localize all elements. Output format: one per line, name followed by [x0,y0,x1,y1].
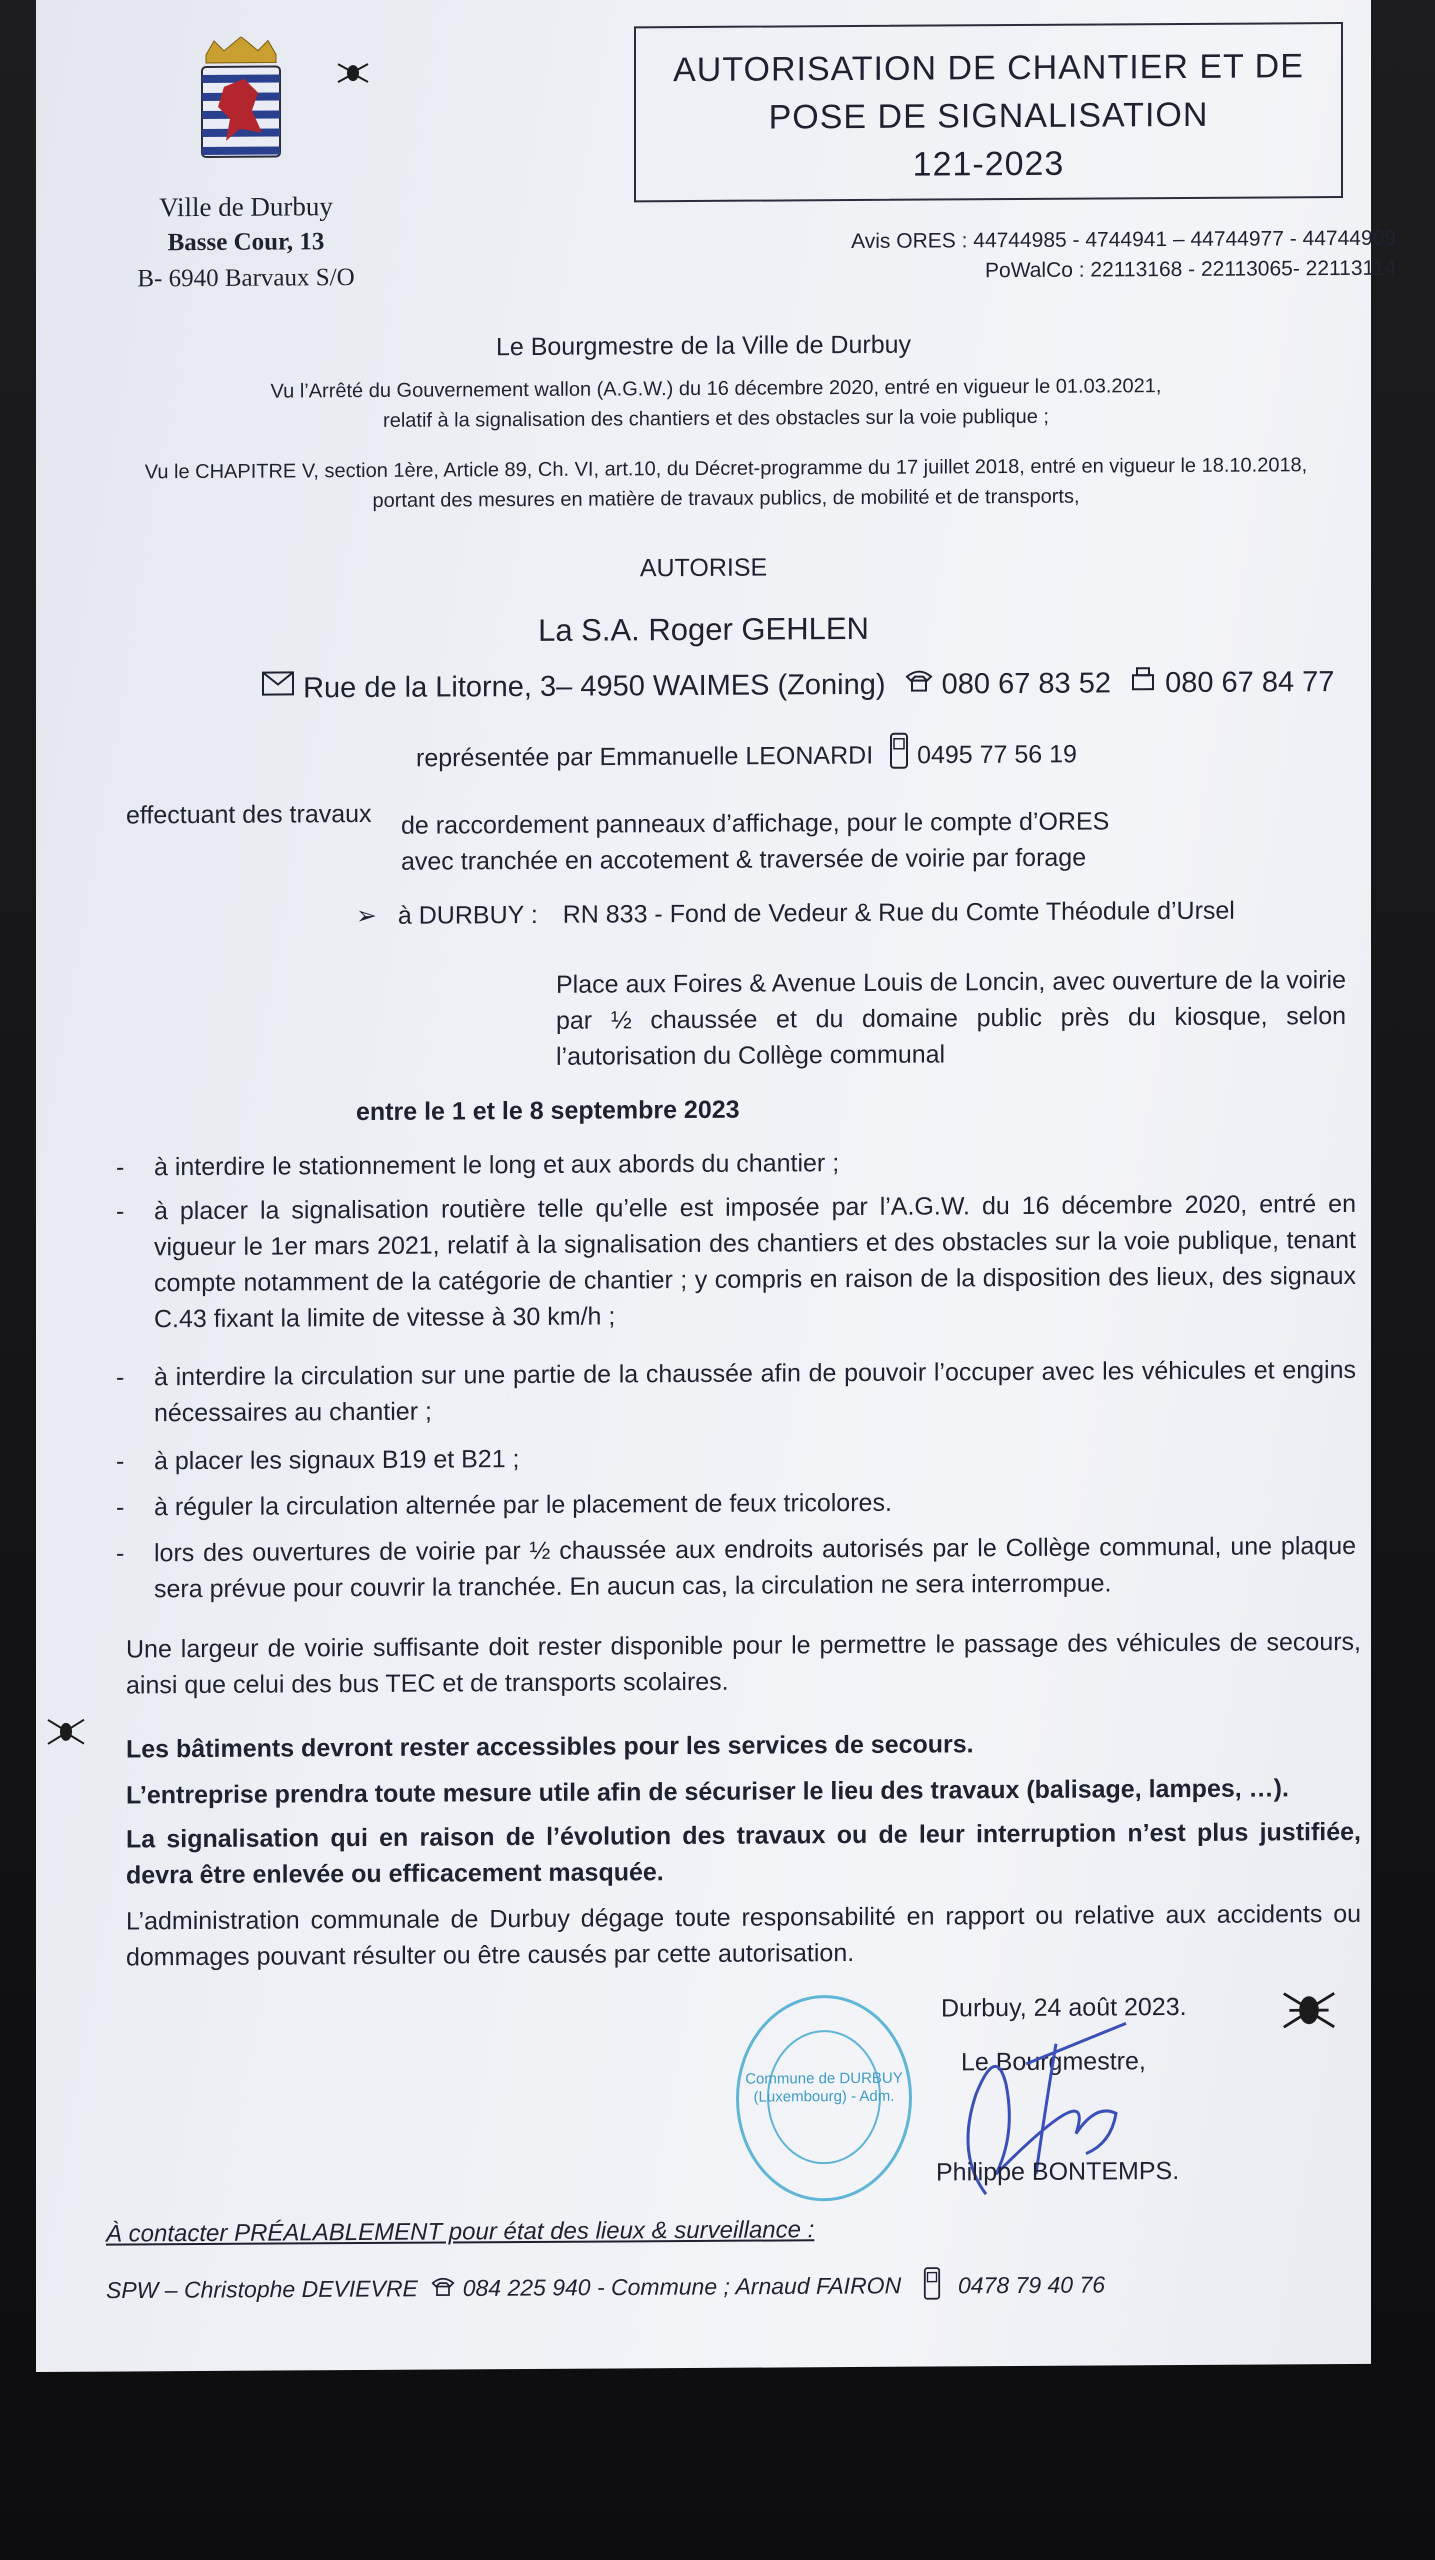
mail-icon [261,668,295,712]
contact-spw-phone: 084 225 940 - Commune ; Arnaud FAIRON [462,2272,902,2301]
title-line-2: POSE DE SIGNALISATION [768,95,1209,137]
company-address: Rue de la Litorne, 3– 4950 WAIMES (Zoning) [303,668,886,705]
fax-icon [1129,662,1157,706]
company-phone: 080 67 83 52 [941,667,1111,701]
condition-item: - à placer les signaux B19 et B21 ; [116,1436,1356,1490]
works-description-2: avec tranchée en accotement & traversée de voirie par forage [401,843,1087,876]
city-crest-icon [196,36,286,177]
arrow-bullet-icon: ➢ [356,901,377,931]
condition-item: - à placer la signalisation routière telle qu’elle est imposée par l’A.G.W. du 16 décembre 2020, entré en vigueur le 1er mars 2021, relatif à la signalisation des chantiers et des obstacles sur la voie publique, tenant compte notamment de la catégorie de chantier ; y compris en raison de la disposition des lieux, des signaux C.43 fixant la limite de vitesse à 30 km/h ; [116,1186,1356,1360]
company-mobile: 0495 77 56 19 [917,740,1077,770]
condition-item: - à interdire la circulation sur une partie de la chaussée afin de pouvoir l’occuper avec les véhicules et engins nécessaires au chantier ; [116,1352,1356,1444]
stamp-text: Commune de DURBUY (Luxembourg) - Adm. [745,2069,903,2106]
city-postal: B- 6940 Barvaux S/O [137,264,355,293]
spider-icon [1281,1982,1337,2043]
title-line-1: AUTORISATION DE CHANTIER ET DE [673,47,1304,90]
paragraph-buildings-access: Les bâtiments devront rester accessibles pour les services de secours. [126,1730,974,1764]
bourgmestre-heading: Le Bourgmestre de la Ville de Durbuy [495,330,912,362]
powalco-numbers: PoWalCo : 22113168 - 22113065- 22113114 [985,256,1396,283]
conditions-list [116,1142,1356,1620]
phone-icon [430,2273,456,2307]
company-name: La S.A. Roger GEHLEN [538,610,869,648]
condition-text: à réguler la circulation alternée par le placement de feux tricolores. [154,1488,892,1522]
paragraph-road-width: Une largeur de voirie suffisante doit rester disponible pour le permettre le passage des véhicules de secours, ainsi que celui des bus TEC et de transports scolaires. [126,1627,1361,1700]
spider-icon [336,58,370,93]
contact-spw: SPW – Christophe DEVIEVRE [106,2275,418,2304]
works-period: entre le 1 et le 8 septembre 2023 [356,1095,740,1127]
condition-item: - lors des ouvertures de voirie par ½ chaussée aux endroits autorisés par le Collège communal, une plaque sera prévue pour couvrir la tranchée. En aucun cas, la circulation ne sera interrompue. [116,1528,1356,1620]
spider-icon [46,1712,86,1757]
city-street: Basse Cour, 13 [167,228,325,257]
mobile-phone-icon [922,2264,942,2309]
mobile-phone-icon [888,730,910,784]
decree-reference-2a: Vu le CHAPITRE V, section 1ère, Article 89, Ch. VI, art.10, du Décret-programme du 17 juillet 2018, entré en vigueur le 18.10.2018, [144,454,1308,484]
paragraph-safety-measures: L’entreprise prendra toute mesure utile afin de sécuriser le lieu des travaux (balisage, lampes, …). [126,1774,1289,1810]
paragraph-signalisation-removal: La signalisation qui en raison de l’évolution des travaux ou de leur interruption n’est plus justifiée, devra être enlevée ou efficacement masquée. [126,1817,1361,1890]
company-fax: 080 67 84 77 [1165,666,1335,700]
works-description-1: de raccordement panneaux d’affichage, pour le compte d’ORES [401,807,1110,840]
paragraph-liability: L’administration communale de Durbuy dégage toute responsabilité en rapport ou relative aux accidents ou dommages pouvant résulter ou être causés par cette autorisation. [126,1899,1361,1972]
city-name: Ville de Durbuy [159,191,333,223]
condition-item: - à interdire le stationnement le long et aux abords du chantier ; [116,1142,1356,1194]
condition-text: à placer la signalisation routière telle qu’elle est imposée par l’A.G.W. du 16 décembre 2020, entré en vigueur le 1er mars 2021, relatif à la signalisation des chantiers et des obstacles sur la voie publique, tenant compte notamment de la catégorie de chantier ; y compris en raison de la disposition des lieux, des signaux C.43 fixant la limite de vitesse à 30 km/h ; [154,1189,1356,1334]
signature-role: Le Bourgmestre, [961,2047,1146,2077]
signature-place-date: Durbuy, 24 août 2023. [941,1992,1187,2023]
autorise-heading: AUTORISE [639,553,768,583]
authorization-number: 121-2023 [912,144,1065,184]
location-label: à DURBUY : [397,900,538,930]
decree-reference-1b: relatif à la signalisation des chantiers et des obstacles sur la voie publique ; [383,405,1049,432]
phone-icon [904,664,934,708]
condition-item: - à réguler la circulation alternée par le placement de feux tricolores. [116,1482,1356,1536]
contact-heading: À contacter PRÉALABLEMENT pour état des lieux & surveillance : [106,2216,815,2248]
condition-text: à interdire le stationnement le long et aux abords du chantier ; [154,1149,840,1182]
ores-notice-numbers: Avis ORES : 44744985 - 4744941 – 44744977 - 44744909 [851,226,1396,254]
condition-text: lors des ouvertures de voirie par ½ chaussée aux endroits autorisés par le Collège communal, une plaque sera prévue pour couvrir la tranchée. En aucun cas, la circulation ne sera interrompue. [154,1531,1356,1604]
document-page [36,0,1396,2372]
title-box [634,22,1343,202]
location-secondary: Place aux Foires & Avenue Louis de Loncin, avec ouverture de la voirie par ½ chaussée et du domaine public près du kiosque, selon l’autorisation du Collège communal [556,965,1346,1071]
decree-reference-1a: Vu l’Arrêté du Gouvernement wallon (A.G.W.) du 16 décembre 2020, entré en vigueur le 01.03.2021, [270,375,1162,403]
works-label: effectuant des travaux [126,799,372,830]
contact-mobile: 0478 79 40 76 [957,2271,1106,2298]
condition-text: à placer les signaux B19 et B21 ; [154,1445,520,1476]
signatory-name: Philippe BONTEMPS. [936,2157,1180,2187]
condition-text: à interdire la circulation sur une partie de la chaussée afin de pouvoir l’occuper avec les véhicules et engins nécessaires au chantier ; [154,1355,1356,1428]
official-stamp [736,1995,912,2202]
company-representative: représentée par Emmanuelle LEONARDI [416,741,874,773]
location-primary: RN 833 - Fond de Vedeur & Rue du Comte Théodule d’Ursel [562,896,1235,929]
decree-reference-2b: portant des mesures en matière de travaux publics, de mobilité et de transports, [372,485,1080,512]
